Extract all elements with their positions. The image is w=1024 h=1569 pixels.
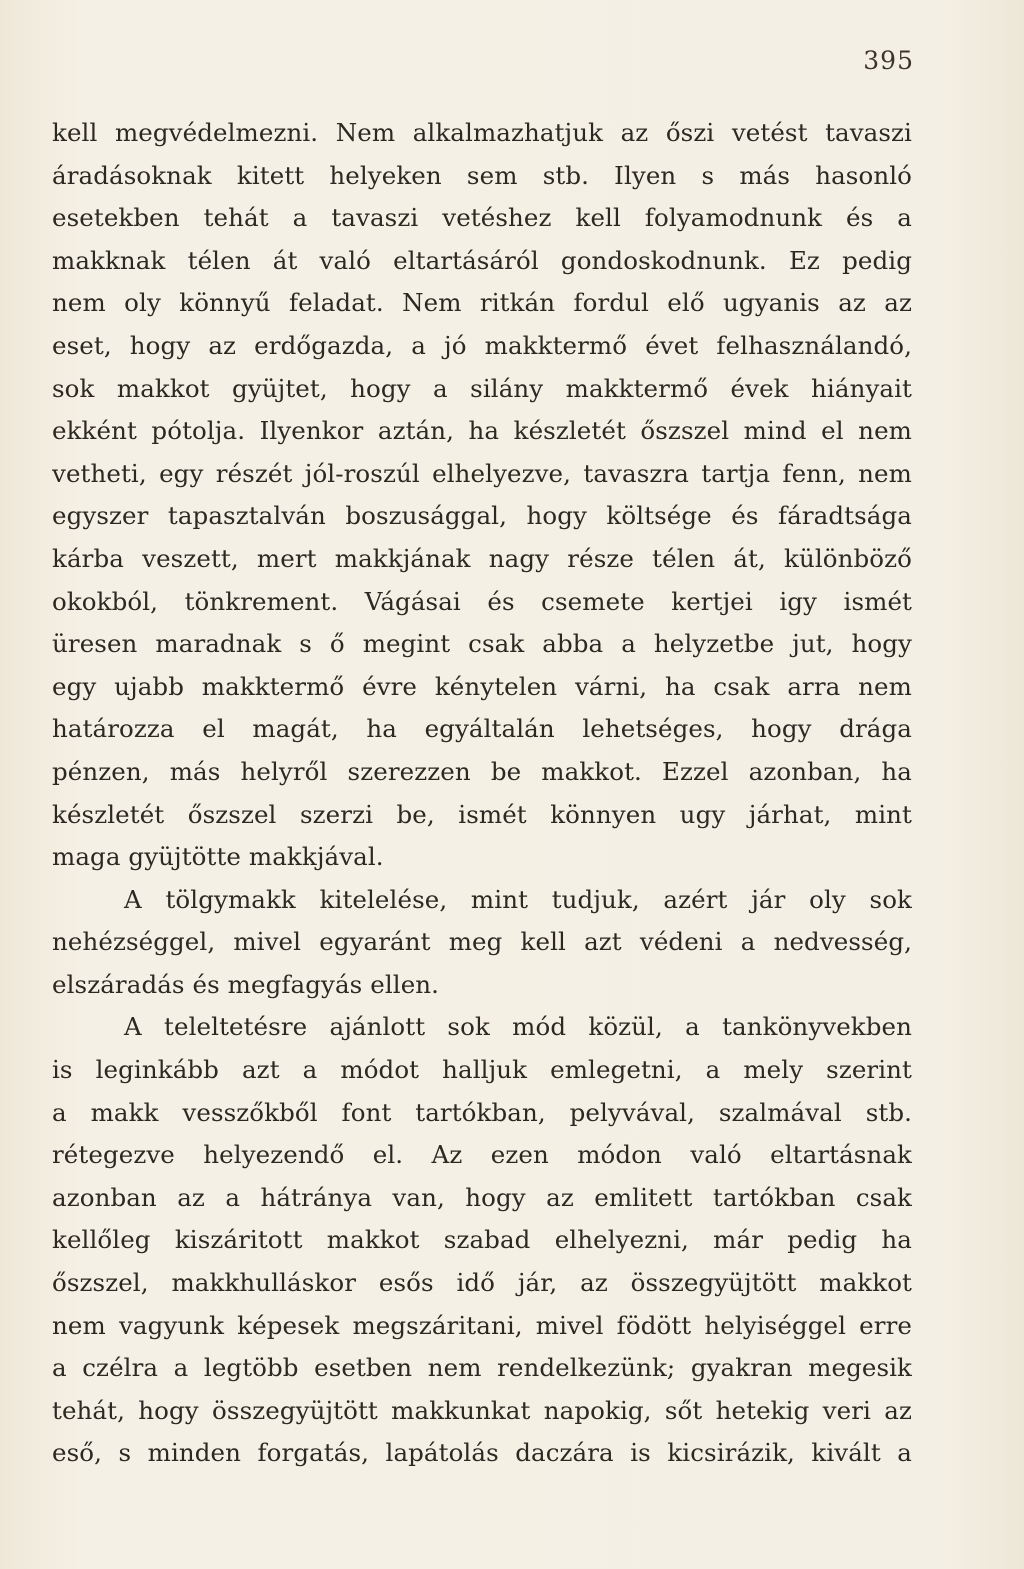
text-line: a makk vesszőkből font tartókban, pelyvával, szalmával stb.	[52, 1097, 912, 1127]
text-line: a czélra a legtöbb esetben nem rendelkezünk; gyakran megesik	[52, 1353, 912, 1383]
text-line: pénzen, más helyről szerezzen be makkot. Ezzel azonban, ha	[52, 756, 912, 786]
text-line: kell megvédelmezni. Nem alkalmazhatjuk az őszi vetést tavaszi	[52, 118, 912, 147]
text-line: készletét őszszel szerzi be, ismét könnyen ugy járhat, mint	[52, 799, 912, 829]
text-line: ekként pótolja. Ilyenkor aztán, ha készletét őszszel mind el nem	[52, 416, 912, 446]
page-number: 395	[863, 46, 914, 75]
text-line: áradásoknak kitett helyeken sem stb. Ilyen s más hasonló	[52, 160, 912, 190]
text-line: őszszel, makkhulláskor esős idő jár, az összegyüjtött makkot	[52, 1268, 912, 1298]
text-line: azonban az a hátránya van, hogy az emlitett tartókban csak	[52, 1182, 912, 1212]
text-line: nem vagyunk képesek megszáritani, mivel födött helyiséggel erre	[52, 1310, 912, 1340]
text-line: makknak télen át való eltartásáról gondoskodnunk. Ez pedig	[52, 245, 912, 275]
text-line: határozza el magát, ha egyáltalán lehetséges, hogy drága	[52, 714, 912, 744]
text-line: kárba veszett, mert makkjának nagy része télen át, különböző	[52, 543, 912, 573]
text-line: okokból, tönkrement. Vágásai és csemete kertjei igy ismét	[52, 586, 912, 616]
text-line: is leginkább azt a módot halljuk emlegetni, a mely szerint	[52, 1055, 912, 1085]
text-line: A teleltetésre ajánlott sok mód közül, a tankönyvekben	[124, 1012, 912, 1042]
text-line: elszáradás és megfagyás ellen.	[52, 969, 440, 999]
text-line: sok makkot gyüjtet, hogy a silány makktermő évek hiányait	[52, 373, 912, 403]
text-line: egyszer tapasztalván boszusággal, hogy költsége és fáradtsága	[52, 501, 912, 531]
text-line: A tölgymakk kitelelése, mint tudjuk, azért jár oly sok	[124, 884, 912, 914]
body-text	[52, 112, 912, 1475]
text-line: üresen maradnak s ő megint csak abba a helyzetbe jut, hogy	[52, 629, 912, 659]
text-line: rétegezve helyezendő el. Az ezen módon való eltartásnak	[52, 1140, 912, 1170]
text-line: eset, hogy az erdőgazda, a jó makktermő évet felhasználandó,	[52, 330, 912, 360]
text-line: tehát, hogy összegyüjtött makkunkat napokig, sőt hetekig veri az	[52, 1395, 912, 1425]
text-line: nem oly könnyű feladat. Nem ritkán fordul elő ugyanis az az	[52, 288, 912, 318]
text-line: eső, s minden forgatás, lapátolás daczára is kicsirázik, kivált a	[52, 1438, 912, 1468]
text-line: nehézséggel, mivel egyaránt meg kell azt védeni a nedvesség,	[52, 927, 912, 957]
text-line: maga gyüjtötte makkjával.	[52, 842, 384, 872]
text-line: egy ujabb makktermő évre kénytelen várni, ha csak arra nem	[52, 671, 912, 701]
text-line: kellőleg kiszáritott makkot szabad elhelyezni, már pedig ha	[52, 1225, 912, 1255]
text-line: esetekben tehát a tavaszi vetéshez kell folyamodnunk és a	[52, 203, 912, 233]
text-line: vetheti, egy részét jól-roszúl elhelyezve, tavaszra tartja fenn, nem	[52, 458, 912, 488]
